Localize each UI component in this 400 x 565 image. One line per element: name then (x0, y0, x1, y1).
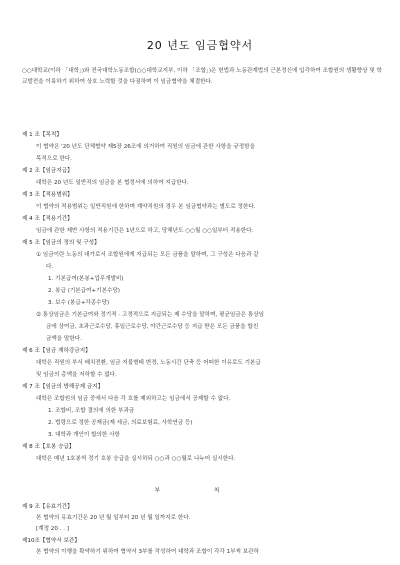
article-5-line-3: ② 통상임금은 기본급여와 정기적 · 고정적으로 지급되는 제 수당을 말하며, 평균임금은 통상임 (36, 312, 265, 318)
article-6-line-1: 대학은 직원의 부서 배치전환, 임금 지불형태 변경, 노동시간 단축 등 어떠한 이유로도 기본급 (36, 360, 261, 366)
article-3-line-1: 이 협약의 적용범위는 일반직원에 한하며 계약직원의 경우 본 임금협약과는 별도로 정한다. (36, 204, 256, 210)
article-5-line-1: ① 임금이란 노동의 대가로서 조합원에게 지급되는 모든 금품을 말하며, 그 구성은 다음과 같 (36, 252, 259, 258)
article-10-heading: 제10조【협약서 보관】 (22, 538, 80, 544)
article-1-line-2: 목적으로 한다. (36, 156, 72, 162)
article-7-item-1: 1. 조합비, 조합 결의에 의한 부과금 (48, 408, 135, 414)
article-6-line-2: 및 임금의 총액을 저하할 수 없다. (36, 372, 117, 378)
supplement-heading: 부 칙 (154, 488, 246, 494)
article-7-item-3: 3. 대학과 개인이 합의한 사항 (48, 432, 120, 438)
article-8-heading: 제 8 조【호봉 승급】 (22, 444, 75, 450)
article-4-line-1: 임금에 관한 제반 사항의 적용기간은 1년으로 하고, 당해년도 ○○월 ○○일부터 적용한다. (36, 228, 254, 234)
article-9-line-2: [계정 20 . . ] (36, 526, 69, 532)
article-9-heading: 제 9 조【유효기간】 (22, 504, 73, 510)
article-5-heading: 제 5 조【임금의 정의 및 구성】 (22, 240, 100, 246)
article-2-line-1: 대학은 20 년도 일반직의 임금을 본 협정서에 의하여 지급한다. (36, 180, 189, 186)
article-7-item-2: 2. 법령으로 정한 공제금(제 세금, 의료보험료, 사학연금 등) (48, 420, 193, 426)
article-5-line-4: 금에 상여금, 초과근로수당, 휴일근로수당, 야간근로수당 등 지급 받은 모든 금품을 합친 (46, 324, 259, 330)
article-1-heading: 제 1 조【목적】 (22, 132, 62, 138)
article-5-item-1: 1. 기본급여(본봉+업무개발비) (48, 276, 124, 282)
article-7-line-1: 대학은 조합원의 임금 중에서 다음 각 호를 제외하고는 임금에서 공제할 수 없다. (36, 396, 231, 402)
article-3-heading: 제 3 조【적용범위】 (22, 192, 73, 198)
article-8-line-1: 대학은 매년 1호봉씩 정기 호봉 승급을 실시하되 ○○과 ○○월로 나누어 실시한다. (36, 456, 236, 462)
article-2-heading: 제 2 조【임금지급】 (22, 168, 73, 174)
article-5-line-5: 금액을 말한다. (46, 336, 82, 342)
article-1-line-1: 이 협약은 '20 년도 단체협약 제5장 26조에 의거하여 직원의 임금에 관한 사항을 규정함을 (36, 144, 255, 150)
article-7-heading: 제 7 조【임금의 방해공제 금지】 (22, 384, 104, 390)
article-5-item-2: 2. 봉급 (기본급여+기본수당) (48, 288, 120, 294)
article-6-heading: 제 6 조【임금 재하강금지】 (22, 348, 91, 354)
document-title: 20 년도 임금협약서 (146, 39, 254, 52)
article-5-item-3: 3. 보수 (봉급+각종수당) (48, 300, 110, 306)
article-10-line-1: 본 협약의 이행을 확약하기 위하여 협약서 3부를 작성하여 대학과 조합이 각각 1부씩 보관하 (36, 549, 259, 555)
article-5-line-2: 다. (46, 264, 54, 270)
article-9-line-1: 본 협약의 유효기간은 20 년 월 일부터 20 년 월 일까지로 한다. (36, 515, 191, 521)
article-4-heading: 제 4 조【적용기간】 (22, 216, 73, 222)
preamble: ○○대학교(이하 「대학」)와 전국대학노동조합(○○대학교지부, 이하 「조합」)은 헌법과 노동관계법의 근본정신에 입각하여 조합원의 생활향상 및 학교발전을 이룩하기 위하여 상호 노력할 것을 다짐하며 이 임금협약을 체결한다. (22, 68, 382, 85)
